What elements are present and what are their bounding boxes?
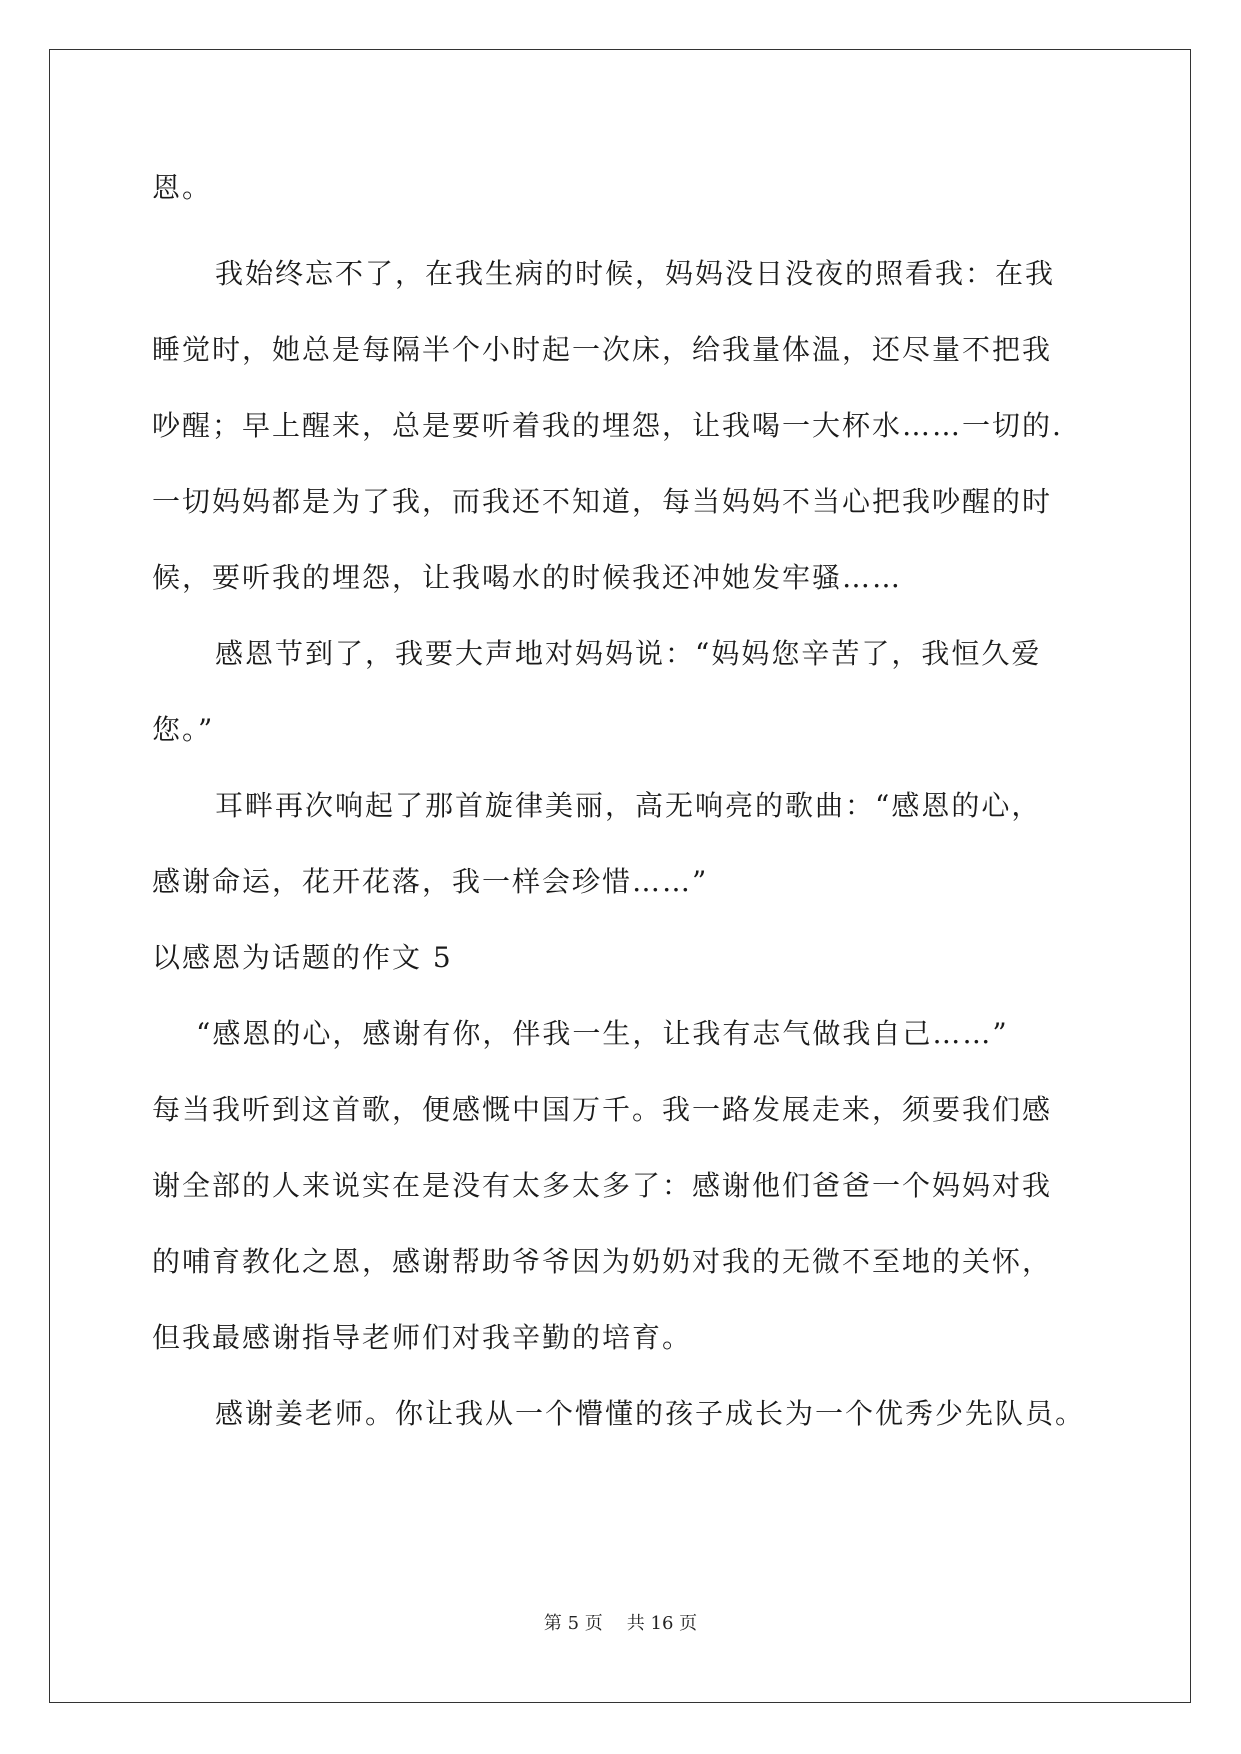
text-line: 感谢命运，花开花落，我一样会珍惜……”: [152, 865, 709, 898]
page-number: 第 5 页: [543, 1613, 603, 1634]
text-line: 吵醒；早上醒来，总是要听着我的埋怨，让我喝一大杯水……一切的.: [152, 409, 1063, 442]
text-line: 您。”: [152, 713, 215, 746]
page-footer: [0, 1612, 1241, 1636]
text-line: 睡觉时，她总是每隔半个小时起一次床，给我量体温，还尽量不把我: [152, 333, 1053, 366]
paragraph-start: 感谢姜老师。你让我从一个懵懂的孩子成长为一个优秀少先队员。: [215, 1397, 1086, 1430]
text-line: 一切妈妈都是为了我，而我还不知道，每当妈妈不当心把我吵醒的时: [152, 485, 1053, 518]
paragraph-start: 耳畔再次响起了那首旋律美丽，高无响亮的歌曲：“感恩的心，: [215, 789, 1042, 822]
text-line: 恩。: [152, 171, 213, 204]
text-line: 每当我听到这首歌，便感慨中国万千。我一路发展走来，须要我们感: [152, 1093, 1053, 1126]
text-line: 但我最感谢指导老师们对我辛勤的培育。: [152, 1321, 693, 1354]
page-total: 共 16 页: [626, 1613, 698, 1634]
section-heading: 以感恩为话题的作文 5: [152, 941, 453, 974]
text-line: 候，要听我的埋怨，让我喝水的时候我还冲她发牢骚……: [152, 561, 903, 594]
paragraph-start: “感恩的心，感谢有你，伴我一生，让我有志气做我自己……”: [196, 1017, 1009, 1050]
paragraph-start: 感恩节到了，我要大声地对妈妈说：“妈妈您辛苦了，我恒久爱: [215, 637, 1042, 670]
text-line: 谢全部的人来说实在是没有太多太多了：感谢他们爸爸一个妈妈对我: [152, 1169, 1053, 1202]
text-line: 的哺育教化之恩，感谢帮助爷爷因为奶奶对我的无微不至地的关怀，: [152, 1245, 1053, 1278]
paragraph-start: 我始终忘不了，在我生病的时候，妈妈没日没夜的照看我：在我: [215, 257, 1056, 290]
